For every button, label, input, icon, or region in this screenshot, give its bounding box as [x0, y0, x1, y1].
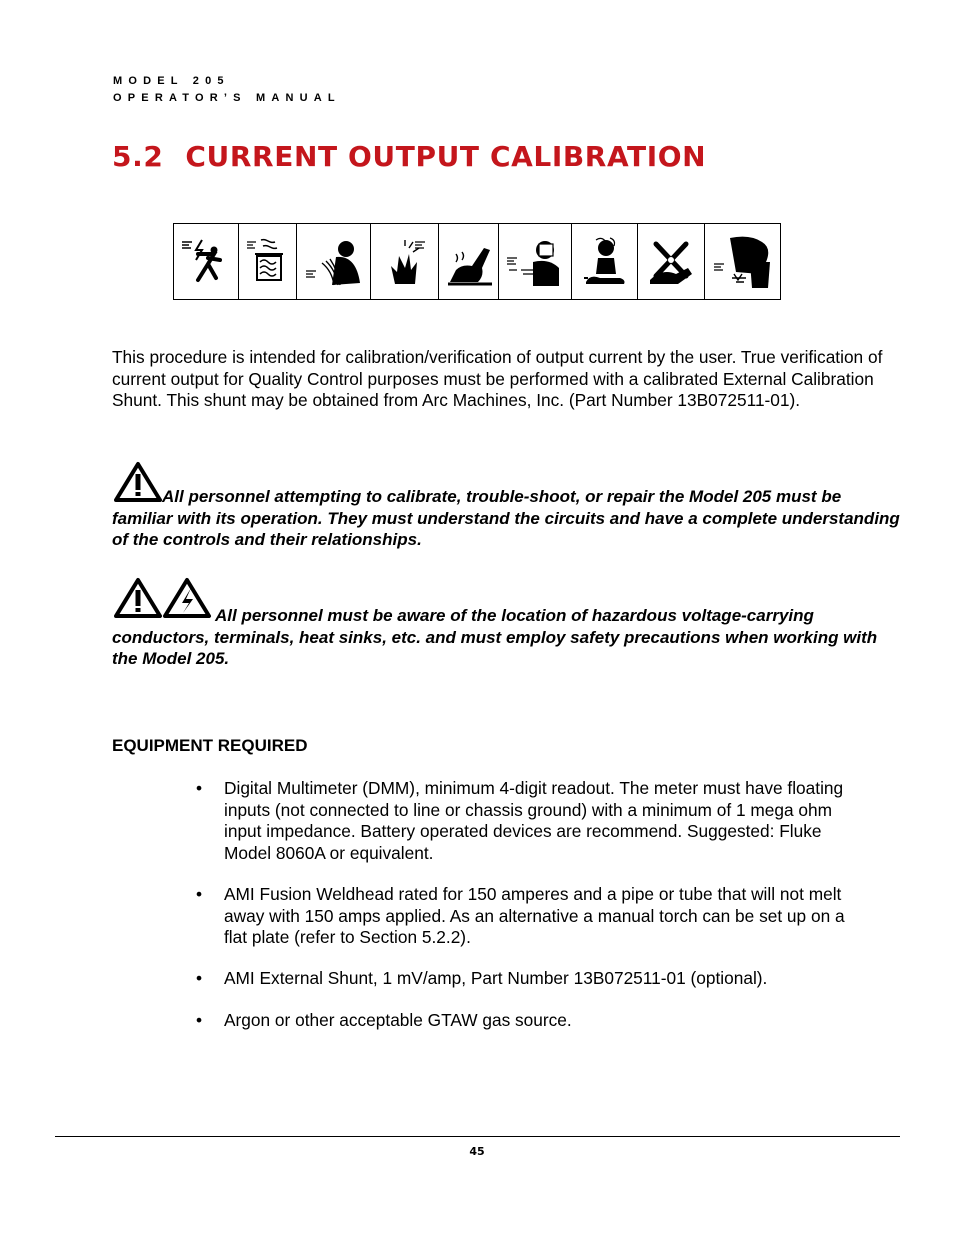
bullet-icon: • — [196, 1010, 203, 1030]
intro-paragraph: This procedure is intended for calibration/verification of output current by the user. True verification of current output for Quality Control purposes must be performed with a calibrated External Calibration Shunt. This shunt may be obtained from Arc Machines, Inc. (Part Number 13B072511-01). — [112, 347, 883, 410]
equipment-item-text: AMI External Shunt, 1 mV/amp, Part Number 13B072511-01 (optional). — [224, 968, 768, 988]
warning-paragraph — [112, 486, 902, 551]
safety-icon-strip — [173, 223, 781, 300]
equipment-list-item — [196, 1010, 864, 1032]
section-number: 5.2 — [112, 140, 164, 173]
high-voltage-warning-paragraph — [112, 605, 902, 670]
bullet-icon: • — [196, 884, 203, 904]
fumes-icon — [239, 224, 297, 299]
fire-spark-icon — [371, 224, 439, 299]
equipment-list-item — [196, 778, 864, 864]
arc-rays-icon — [297, 224, 371, 299]
equipment-list-item — [196, 968, 864, 990]
hot-surface-icon — [439, 224, 499, 299]
warning-text: All personnel attempting to calibrate, trouble-shoot, or repair the Model 205 must be familiar with its operation. They must understand the circuits and have a complete understanding of the controls and their relationships. — [112, 487, 900, 549]
equipment-heading: EQUIPMENT REQUIRED — [112, 736, 308, 755]
equipment-item-text: Argon or other acceptable GTAW gas source. — [224, 1010, 572, 1030]
footer-divider — [55, 1136, 900, 1137]
manual-model-header: MODEL 205 — [113, 75, 230, 87]
bullet-icon: • — [196, 968, 203, 988]
noise-icon — [705, 224, 780, 299]
warning-text: All personnel must be aware of the location of hazardous voltage-carrying conductors, terminals, heat sinks, etc. and must employ safety precautions when working with the Model 205. — [112, 606, 878, 668]
electric-shock-icon — [174, 224, 239, 299]
equipment-item-text: AMI Fusion Weldhead rated for 150 amperes and a pipe or tube that will not melt away with 150 amps applied. As an alternative a manual torch can be set up on a flat plate (refer to Section 5.2.2). — [224, 884, 845, 947]
eye-protection-icon — [499, 224, 572, 299]
equipment-item-text: Digital Multimeter (DMM), minimum 4-digit readout. The meter must have floating inputs (not connected to line or chassis ground) with a minimum of 1 mega ohm input impedance. Battery operated devices are recommend. Suggested: Fluke Model 8060A or equivalent. — [224, 778, 844, 863]
section-title-text: CURRENT OUTPUT CALIBRATION — [185, 140, 707, 173]
page-number: 45 — [469, 1145, 485, 1158]
equipment-list-item — [196, 884, 864, 949]
gas-cylinder-icon — [572, 224, 638, 299]
section-title — [112, 140, 706, 173]
manual-title-header: OPERATOR’S MANUAL — [113, 92, 341, 104]
bullet-icon: • — [196, 778, 203, 798]
moving-parts-icon — [638, 224, 705, 299]
